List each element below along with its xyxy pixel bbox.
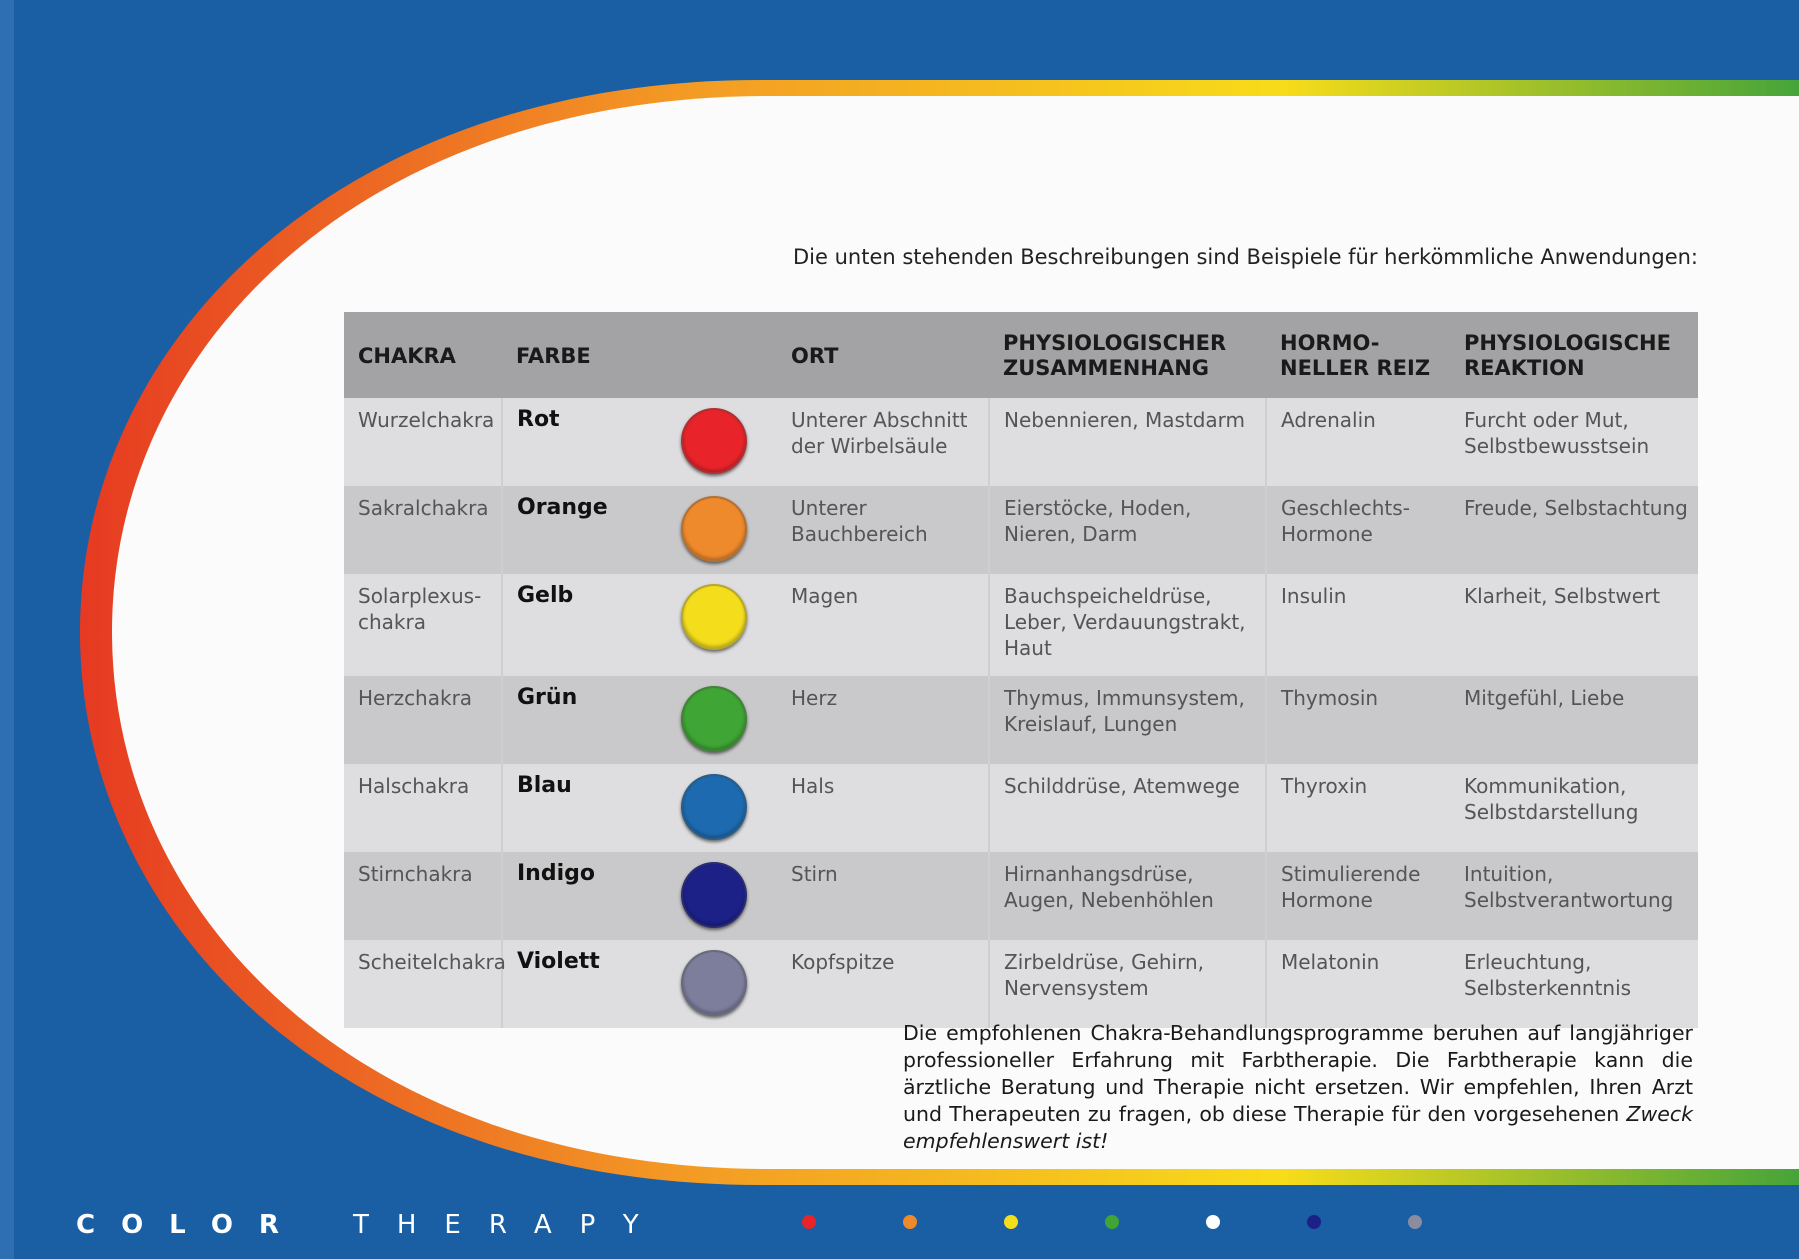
footer-dot-orange	[903, 1215, 917, 1229]
physiological-relation: Thymus, Immunsystem, Kreislauf, Lungen	[989, 676, 1266, 764]
intro-text: Die unten stehenden Beschreibungen sind Beispiele für herkömmliche Anwendungen:	[793, 245, 1698, 269]
physiological-relation: Zirbeldrüse, Gehirn, Nervensystem	[989, 940, 1266, 1028]
header-ort: ORT	[777, 312, 989, 398]
color-name: Gelb	[502, 574, 651, 676]
physiological-reaction: Mitgefühl, Liebe	[1450, 676, 1698, 764]
hormonal-stimulus: Adrenalin	[1266, 398, 1450, 486]
chakra-name: Stirnchakra	[344, 852, 502, 940]
hormonal-stimulus: Stimulierende Hormone	[1266, 852, 1450, 940]
table-row	[344, 940, 1698, 1028]
physiological-reaction: Furcht oder Mut, Selbstbewusstsein	[1450, 398, 1698, 486]
footer-dot-violet	[1408, 1215, 1422, 1229]
location: Stirn	[777, 852, 989, 940]
table-row	[344, 574, 1698, 676]
footer-dot-white	[1206, 1215, 1220, 1229]
location: Unterer Bauchbereich	[777, 486, 989, 574]
color-name: Violett	[502, 940, 651, 1028]
disclaimer-note	[903, 1020, 1693, 1155]
location: Magen	[777, 574, 989, 676]
brand-wordmark	[76, 1210, 667, 1240]
table-row	[344, 764, 1698, 852]
header-hormoneller-reiz: HORMO- NELLER REIZ	[1266, 312, 1450, 398]
color-swatch	[681, 862, 747, 928]
color-name: Blau	[502, 764, 651, 852]
physiological-reaction: Klarheit, Selbstwert	[1450, 574, 1698, 676]
footer-dot-red	[802, 1215, 816, 1229]
hormonal-stimulus: Melatonin	[1266, 940, 1450, 1028]
hormonal-stimulus: Thyroxin	[1266, 764, 1450, 852]
table-row	[344, 852, 1698, 940]
chakra-name: Halschakra	[344, 764, 502, 852]
color-name: Grün	[502, 676, 651, 764]
chakra-name: Herzchakra	[344, 676, 502, 764]
location: Kopfspitze	[777, 940, 989, 1028]
physiological-relation: Eierstöcke, Hoden, Nieren, Darm	[989, 486, 1266, 574]
hormonal-stimulus: Insulin	[1266, 574, 1450, 676]
table-row	[344, 676, 1698, 764]
header-dot-spacer	[651, 312, 777, 398]
table-row	[344, 398, 1698, 486]
footer-dot-yellow	[1004, 1215, 1018, 1229]
hormonal-stimulus: Geschlechts- Hormone	[1266, 486, 1450, 574]
physiological-relation: Nebennieren, Mastdarm	[989, 398, 1266, 486]
location: Herz	[777, 676, 989, 764]
footer-dot-green	[1105, 1215, 1119, 1229]
physiological-reaction: Kommunikation, Selbstdarstellung	[1450, 764, 1698, 852]
chakra-name: Solarplexus- chakra	[344, 574, 502, 676]
header-physiologischer-zusammenhang: PHYSIOLOGISCHER ZUSAMMENHANG	[989, 312, 1266, 398]
physiological-reaction: Erleuchtung, Selbsterkenntnis	[1450, 940, 1698, 1028]
chakra-table	[344, 312, 1699, 1028]
table-header-row	[344, 312, 1698, 398]
disclaimer-text: Die empfohlenen Chakra-Behandlungsprogramme beruhen auf langjähriger professioneller Erfahrung mit Farbtherapie. Die Farbtherapie kann die ärztliche Beratung und Therapie nicht ersetzen. Wir empfehlen, Ihren Arzt und Therapeuten zu fragen, ob diese Therapie für den vorgesehenen	[903, 1021, 1693, 1126]
chakra-name: Sakralchakra	[344, 486, 502, 574]
color-swatch	[681, 774, 747, 840]
location: Hals	[777, 764, 989, 852]
physiological-relation: Bauchspeicheldrüse, Leber, Verdauungstrakt, Haut	[989, 574, 1266, 676]
disclaimer-italic: Zweck empfehlenswert ist!	[903, 1102, 1693, 1153]
header-farbe: FARBE	[502, 312, 651, 398]
color-name: Orange	[502, 486, 651, 574]
brand-word-therapy: THERAPY	[352, 1210, 667, 1240]
color-swatch	[681, 686, 747, 752]
location: Unterer Abschnitt der Wirbelsäule	[777, 398, 989, 486]
color-swatch	[681, 496, 747, 562]
color-swatch	[681, 408, 747, 474]
color-name: Rot	[502, 398, 651, 486]
chakra-name: Scheitelchakra	[344, 940, 502, 1028]
color-name: Indigo	[502, 852, 651, 940]
physiological-reaction: Freude, Selbstachtung	[1450, 486, 1698, 574]
color-swatch	[681, 950, 747, 1016]
table-row	[344, 486, 1698, 574]
color-swatch	[681, 584, 747, 650]
brand-word-color: COLOR	[76, 1210, 305, 1240]
hormonal-stimulus: Thymosin	[1266, 676, 1450, 764]
chakra-name: Wurzelchakra	[344, 398, 502, 486]
footer-dot-indigo	[1307, 1215, 1321, 1229]
header-chakra: CHAKRA	[344, 312, 502, 398]
physiological-reaction: Intuition, Selbstverantwortung	[1450, 852, 1698, 940]
header-physiologische-reaktion: PHYSIOLOGISCHE REAKTION	[1450, 312, 1698, 398]
physiological-relation: Schilddrüse, Atemwege	[989, 764, 1266, 852]
physiological-relation: Hirnanhangsdrüse, Augen, Nebenhöhlen	[989, 852, 1266, 940]
